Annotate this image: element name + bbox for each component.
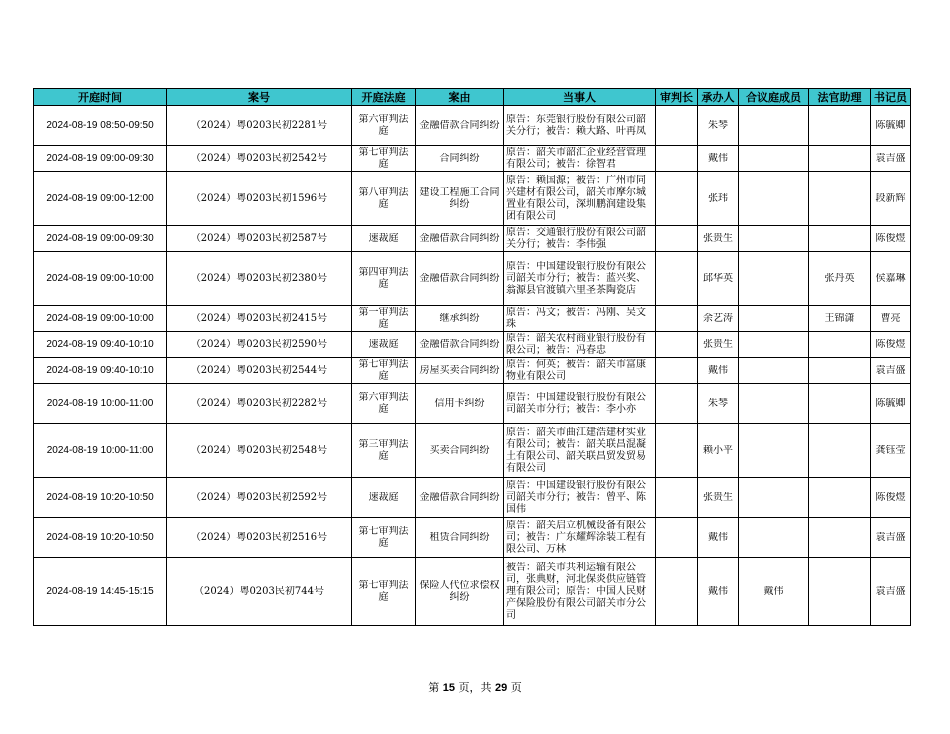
hearing-time: 2024-08-19 10:20-10:50: [46, 491, 154, 503]
hearing-time: 2024-08-19 09:00-10:00: [46, 272, 154, 284]
case-number: （2024）粤0203民初2380号: [190, 272, 328, 284]
case-number-cell: [167, 384, 352, 424]
parties-cell: [504, 384, 656, 424]
cause-of-action: 信用卡纠纷: [434, 397, 485, 409]
panel-member-cell: [739, 306, 809, 332]
cause-of-action: 合同纠纷: [439, 152, 480, 164]
hearing-schedule-table: [33, 88, 911, 626]
judge-assistant-cell: [809, 384, 871, 424]
parties-cell: [504, 518, 656, 558]
table-row: [34, 146, 911, 172]
courtroom: 第八审判法庭: [358, 186, 409, 210]
col-header-panel: 合议庭成员: [739, 89, 809, 106]
clerk-cell: [871, 332, 911, 358]
handler: 余艺涛: [703, 312, 733, 324]
clerk: 龚钰莹: [875, 444, 906, 456]
cause-of-action-cell: [416, 332, 504, 358]
parties: 原告：韶关农村商业银行股份有限公司；被告：冯春忠: [506, 332, 646, 356]
hearing-time-cell: [34, 226, 167, 252]
col-header-presiding-judge: 审判长: [656, 89, 698, 106]
hearing-time: 2024-08-19 14:45-15:15: [46, 585, 154, 597]
clerk: 袁吉盛: [875, 152, 906, 164]
presiding-judge-cell: [656, 306, 698, 332]
panel-member-cell: [739, 106, 809, 146]
cause-of-action-cell: [416, 146, 504, 172]
hearing-time-cell: [34, 252, 167, 306]
hearing-time: 2024-08-19 09:40-10:10: [46, 364, 154, 376]
handler: 赖小平: [703, 444, 733, 456]
handler-cell: [698, 106, 739, 146]
hearing-time: 2024-08-19 08:50-09:50: [46, 119, 154, 131]
clerk-cell: [871, 558, 911, 626]
hearing-time-cell: [34, 332, 167, 358]
handler-cell: [698, 332, 739, 358]
parties: 原告：中国建设银行股份有限公司韶关市分行；被告：曾平、陈国伟: [506, 479, 646, 515]
courtroom: 第六审判法庭: [358, 113, 409, 137]
table-row: [34, 252, 911, 306]
judge-assistant-cell: [809, 478, 871, 518]
handler: 张贵生: [703, 491, 733, 503]
parties: 原告：交通银行股份有限公司韶关分行；被告：李伟强: [506, 226, 646, 250]
cause-of-action: 金融借款合同纠纷: [419, 338, 500, 350]
case-number: （2024）粤0203民初2281号: [190, 119, 328, 131]
clerk-cell: [871, 306, 911, 332]
case-number-cell: [167, 518, 352, 558]
handler: 朱琴: [708, 119, 728, 131]
courtroom-cell: [352, 518, 416, 558]
handler-cell: [698, 518, 739, 558]
handler-cell: [698, 306, 739, 332]
courtroom: 第三审判法庭: [358, 438, 409, 462]
handler: 戴伟: [708, 152, 728, 164]
parties: 原告：韶关市韶汇企业经营管理有限公司；被告：徐智君: [506, 146, 646, 170]
courtroom-cell: [352, 252, 416, 306]
cause-of-action: 买卖合同纠纷: [429, 444, 490, 456]
presiding-judge-cell: [656, 384, 698, 424]
presiding-judge-cell: [656, 558, 698, 626]
table-row: [34, 106, 911, 146]
judge-assistant: 张丹英: [824, 272, 855, 284]
clerk: 袁吉盛: [875, 364, 906, 376]
courtroom: 第四审判法庭: [358, 266, 409, 290]
table-row: [34, 226, 911, 252]
clerk-cell: [871, 226, 911, 252]
cause-of-action-cell: [416, 106, 504, 146]
parties-cell: [504, 306, 656, 332]
handler-cell: [698, 358, 739, 384]
clerk: 陈俊煜: [875, 338, 906, 350]
clerk: 袁吉盛: [875, 585, 906, 597]
table-row: [34, 518, 911, 558]
courtroom-cell: [352, 332, 416, 358]
case-number-cell: [167, 172, 352, 226]
col-header-time: 开庭时间: [34, 89, 167, 106]
courtroom-cell: [352, 358, 416, 384]
col-header-courtroom: 开庭法庭: [352, 89, 416, 106]
hearing-time: 2024-08-19 10:00-11:00: [46, 444, 154, 456]
cause-of-action: 金融借款合同纠纷: [419, 272, 500, 284]
panel-member-cell: [739, 252, 809, 306]
case-number: （2024）粤0203民初2587号: [190, 232, 328, 244]
header-row: [34, 89, 911, 106]
case-number: （2024）粤0203民初2590号: [190, 338, 328, 350]
parties: 原告：赖国源；被告：广州市同兴建材有限公司，韶关市摩尔城置业有限公司，深圳鹏润建设集团有限公司: [506, 174, 646, 222]
presiding-judge-cell: [656, 252, 698, 306]
panel-member-cell: [739, 424, 809, 478]
presiding-judge-cell: [656, 424, 698, 478]
courtroom: 第六审判法庭: [358, 391, 409, 415]
judge-assistant-cell: [809, 226, 871, 252]
courtroom-cell: [352, 106, 416, 146]
clerk-cell: [871, 358, 911, 384]
parties-cell: [504, 106, 656, 146]
courtroom-cell: [352, 384, 416, 424]
parties-cell: [504, 358, 656, 384]
judge-assistant-cell: [809, 146, 871, 172]
case-number: （2024）粤0203民初2542号: [190, 152, 328, 164]
cause-of-action: 保险人代位求偿权纠纷: [419, 579, 500, 603]
clerk: 陈毓卿: [875, 119, 906, 131]
handler-cell: [698, 146, 739, 172]
hearing-time-cell: [34, 384, 167, 424]
judge-assistant-cell: [809, 332, 871, 358]
courtroom-cell: [352, 424, 416, 478]
hearing-time-cell: [34, 518, 167, 558]
courtroom: 速裁庭: [368, 232, 399, 244]
case-number: （2024）粤0203民初2544号: [190, 364, 328, 376]
judge-assistant-cell: [809, 106, 871, 146]
current-page-number: 15: [442, 682, 455, 694]
hearing-time: 2024-08-19 10:00-11:00: [46, 397, 154, 409]
table-row: [34, 306, 911, 332]
case-number: （2024）粤0203民初744号: [194, 585, 324, 597]
handler-cell: [698, 226, 739, 252]
clerk: 陈毓卿: [875, 397, 906, 409]
courtroom-cell: [352, 226, 416, 252]
clerk: 陈俊煜: [875, 232, 906, 244]
panel-member-cell: [739, 332, 809, 358]
cause-of-action-cell: [416, 424, 504, 478]
cause-of-action-cell: [416, 478, 504, 518]
case-number-cell: [167, 332, 352, 358]
panel-member-cell: [739, 384, 809, 424]
case-number: （2024）粤0203民初2548号: [190, 444, 328, 456]
cause-of-action: 租赁合同纠纷: [429, 531, 490, 543]
case-number-cell: [167, 226, 352, 252]
hearing-time-cell: [34, 146, 167, 172]
cause-of-action: 金融借款合同纠纷: [419, 119, 500, 131]
hearing-time: 2024-08-19 10:20-10:50: [46, 531, 154, 543]
clerk-cell: [871, 518, 911, 558]
case-number: （2024）粤0203民初2516号: [190, 531, 328, 543]
case-number-cell: [167, 558, 352, 626]
footer-suffix: 页: [507, 681, 522, 694]
case-number-cell: [167, 306, 352, 332]
col-header-parties: 当事人: [504, 89, 656, 106]
handler: 戴伟: [708, 531, 728, 543]
courtroom-cell: [352, 478, 416, 518]
courtroom: 第七审判法庭: [358, 146, 409, 170]
table-row: [34, 172, 911, 226]
parties-cell: [504, 172, 656, 226]
cause-of-action: 房屋买卖合同纠纷: [419, 364, 500, 376]
presiding-judge-cell: [656, 332, 698, 358]
col-header-clerk: 书记员: [871, 89, 911, 106]
hearing-time-cell: [34, 358, 167, 384]
parties: 被告：韶关市共利运输有限公司，张典财，河北保炎供应链管理有限公司；原告：中国人民财产保险股份有限公司韶关市分公司: [506, 561, 646, 621]
col-header-cause: 案由: [416, 89, 504, 106]
table-row: [34, 558, 911, 626]
handler: 张贵生: [703, 232, 733, 244]
courtroom: 第一审判法庭: [358, 306, 409, 330]
cause-of-action-cell: [416, 518, 504, 558]
handler-cell: [698, 424, 739, 478]
courtroom: 速裁庭: [368, 491, 399, 503]
hearing-time: 2024-08-19 09:00-10:00: [46, 312, 154, 324]
courtroom-cell: [352, 172, 416, 226]
parties: 原告：何英；被告：韶关市富康物业有限公司: [506, 358, 646, 382]
parties: 原告：冯文；被告：冯刚、吴文珠: [506, 306, 646, 330]
courtroom: 第七审判法庭: [358, 579, 409, 603]
case-number-cell: [167, 424, 352, 478]
hearing-time: 2024-08-19 09:00-12:00: [46, 192, 154, 204]
judge-assistant-cell: [809, 358, 871, 384]
panel-member-cell: [739, 172, 809, 226]
handler-cell: [698, 252, 739, 306]
footer-middle: 页，共: [455, 681, 495, 694]
hearing-time-cell: [34, 106, 167, 146]
handler: 戴伟: [708, 364, 728, 376]
presiding-judge-cell: [656, 172, 698, 226]
col-header-handler: 承办人: [698, 89, 739, 106]
presiding-judge-cell: [656, 358, 698, 384]
cause-of-action-cell: [416, 358, 504, 384]
panel-member-cell: [739, 558, 809, 626]
handler-cell: [698, 172, 739, 226]
courtroom: 第七审判法庭: [358, 525, 409, 549]
presiding-judge-cell: [656, 518, 698, 558]
parties-cell: [504, 424, 656, 478]
col-header-case-no: 案号: [167, 89, 352, 106]
handler: 戴伟: [708, 585, 728, 597]
case-number: （2024）粤0203民初2592号: [190, 491, 328, 503]
parties: 原告：东莞银行股份有限公司韶关分行；被告：赖大路、叶再凤: [506, 113, 646, 137]
hearing-time-cell: [34, 478, 167, 518]
handler: 张贵生: [703, 338, 733, 350]
handler: 邱华英: [703, 272, 733, 284]
courtroom: 速裁庭: [368, 338, 399, 350]
clerk: 段新辉: [875, 192, 906, 204]
clerk: 侯嘉琳: [875, 272, 906, 284]
parties-cell: [504, 226, 656, 252]
case-number-cell: [167, 146, 352, 172]
cause-of-action: 金融借款合同纠纷: [419, 491, 500, 503]
case-number: （2024）粤0203民初2415号: [190, 312, 328, 324]
judge-assistant-cell: [809, 558, 871, 626]
clerk-cell: [871, 106, 911, 146]
hearing-time-cell: [34, 424, 167, 478]
panel-member-cell: [739, 358, 809, 384]
courtroom: 第七审判法庭: [358, 358, 409, 382]
hearing-time: 2024-08-19 09:00-09:30: [46, 152, 154, 164]
cause-of-action-cell: [416, 558, 504, 626]
clerk-cell: [871, 252, 911, 306]
page-footer: [0, 679, 950, 695]
parties-cell: [504, 332, 656, 358]
panel-member-cell: [739, 146, 809, 172]
parties-cell: [504, 252, 656, 306]
table-row: [34, 332, 911, 358]
judge-assistant-cell: [809, 306, 871, 332]
case-number-cell: [167, 358, 352, 384]
parties-cell: [504, 478, 656, 518]
hearing-time: 2024-08-19 09:40-10:10: [46, 338, 154, 350]
clerk: 陈俊煜: [875, 491, 906, 503]
judge-assistant-cell: [809, 424, 871, 478]
case-number-cell: [167, 478, 352, 518]
parties: 原告：中国建设银行股份有限公司韶关市分行；被告：李小亦: [506, 391, 646, 415]
handler-cell: [698, 384, 739, 424]
total-pages: 29: [495, 682, 508, 694]
clerk: 曹亮: [880, 312, 901, 324]
handler-cell: [698, 478, 739, 518]
presiding-judge-cell: [656, 478, 698, 518]
courtroom-cell: [352, 146, 416, 172]
clerk-cell: [871, 424, 911, 478]
presiding-judge-cell: [656, 226, 698, 252]
parties: 原告：韶关市曲江建浩建材实业有限公司；被告：韶关联昌混凝土有限公司、韶关联昌贸发贸易有限公司: [506, 426, 646, 474]
judge-assistant-cell: [809, 172, 871, 226]
case-number: （2024）粤0203民初2282号: [190, 397, 328, 409]
parties: 原告：韶关启立机械设备有限公司；被告：广东耀辉涂装工程有限公司、万林: [506, 519, 646, 555]
cause-of-action-cell: [416, 252, 504, 306]
handler: 张玮: [708, 192, 728, 204]
cause-of-action-cell: [416, 384, 504, 424]
panel-member-cell: [739, 478, 809, 518]
table-row: [34, 384, 911, 424]
clerk: 袁吉盛: [875, 531, 906, 543]
clerk-cell: [871, 478, 911, 518]
hearing-time-cell: [34, 306, 167, 332]
parties: 原告：中国建设银行股份有限公司韶关市分行；被告：蓝兴奖、翁源县官渡镇六里圣茶陶瓷店: [506, 260, 646, 296]
courtroom-cell: [352, 306, 416, 332]
courtroom-cell: [352, 558, 416, 626]
clerk-cell: [871, 384, 911, 424]
hearing-time: 2024-08-19 09:00-09:30: [46, 232, 154, 244]
hearing-time-cell: [34, 558, 167, 626]
judge-assistant-cell: [809, 252, 871, 306]
parties-cell: [504, 558, 656, 626]
presiding-judge-cell: [656, 146, 698, 172]
panel-member-cell: [739, 518, 809, 558]
case-number-cell: [167, 106, 352, 146]
table-row: [34, 478, 911, 518]
judge-assistant-cell: [809, 518, 871, 558]
parties-cell: [504, 146, 656, 172]
case-number: （2024）粤0203民初1596号: [190, 192, 328, 204]
cause-of-action: 继承纠纷: [439, 312, 480, 324]
table-row: [34, 358, 911, 384]
presiding-judge-cell: [656, 106, 698, 146]
case-number-cell: [167, 252, 352, 306]
judge-assistant: 王锦潇: [824, 312, 855, 324]
panel-member-cell: [739, 226, 809, 252]
cause-of-action: 金融借款合同纠纷: [419, 232, 500, 244]
clerk-cell: [871, 172, 911, 226]
cause-of-action-cell: [416, 306, 504, 332]
clerk-cell: [871, 146, 911, 172]
footer-prefix: 第: [428, 681, 443, 694]
cause-of-action-cell: [416, 226, 504, 252]
cause-of-action-cell: [416, 172, 504, 226]
table-row: [34, 424, 911, 478]
handler: 朱琴: [708, 397, 728, 409]
col-header-assistant: 法官助理: [809, 89, 871, 106]
panel-member: 戴伟: [763, 585, 784, 597]
handler-cell: [698, 558, 739, 626]
hearing-time-cell: [34, 172, 167, 226]
cause-of-action: 建设工程施工合同纠纷: [419, 186, 500, 210]
